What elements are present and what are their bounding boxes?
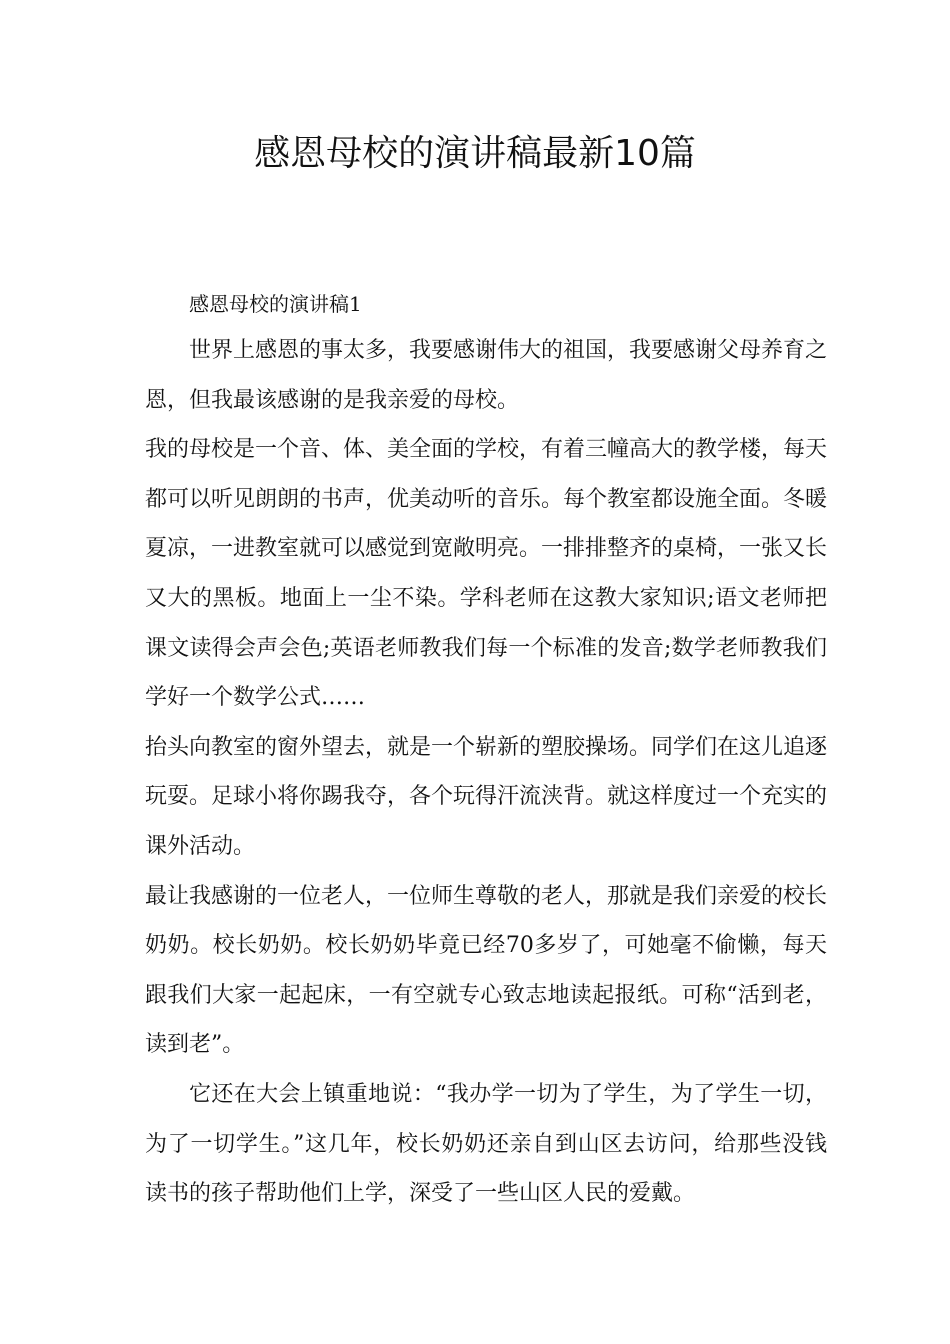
paragraph-1: 世界上感恩的事太多，我要感谢伟大的祖国，我要感谢父母养育之恩，但我最该感谢的是我亲爱的母校。 — [145, 338, 828, 413]
section-heading: 感恩母校的演讲稿1 — [189, 292, 362, 316]
document-body — [145, 284, 827, 1219]
paragraph-3: 抬头向教室的窗外望去，就是一个崭新的塑胶操场。同学们在这儿追逐玩耍。足球小将你踢我夺，各个玩得汗流浃背。就这样度过一个充实的课外活动。 — [145, 734, 828, 859]
paragraph-5: 它还在大会上镇重地说：“我办学一切为了学生，为了学生一切，为了一切学生。”这几年，校长奶奶还亲自到山区去访问，给那些没钱读书的孩子帮助他们上学，深受了一些山区人民的爱戴。 — [145, 1081, 827, 1207]
paragraph-2: 我的母校是一个音、体、美全面的学校，有着三幢高大的教学楼，每天都可以听见朗朗的书声，优美动听的音乐。每个教室都设施全面。冬暖夏凉，一进教室就可以感觉到宽敞明亮。一排排整齐的桌椅，一张又长又大的黑板。地面上一尘不染。学科老师在这教大家知识;语文老师把课文读得会声会色;英语老师教我们每一个标准的发音;数学老师教我们学好一个数学公式…… — [145, 437, 828, 711]
paragraph-4: 最让我感谢的一位老人，一位师生尊敬的老人，那就是我们亲爱的校长奶奶。校长奶奶。校长奶奶毕竟已经70多岁了，可她毫不偷懒，每天跟我们大家一起起床，一有空就专心致志地读起报纸。可称“活到老，读到老”。 — [145, 883, 828, 1058]
document-title: 感恩母校的演讲稿最新10篇 — [254, 133, 696, 174]
